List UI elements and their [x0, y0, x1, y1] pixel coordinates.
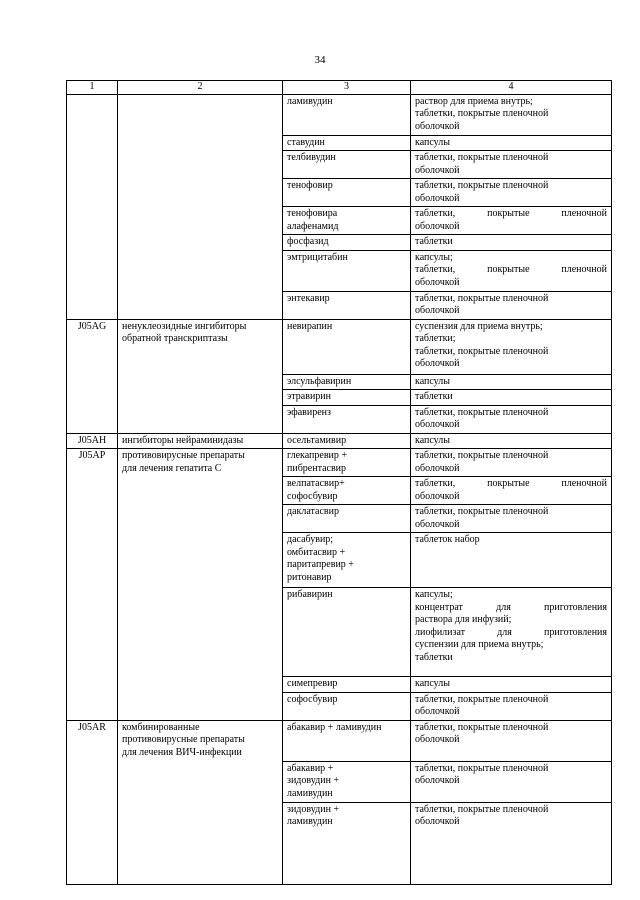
cell-line: противовирусные препараты: [122, 450, 245, 461]
cell-line: ламивудин: [287, 787, 333, 799]
cell-line: таблетки, покрытые пленочной: [415, 406, 549, 418]
cell-line: телбивудин: [287, 152, 336, 163]
atc-code-cell: [67, 802, 118, 884]
atc-code-cell: [67, 761, 118, 802]
cell-line: невирапин: [287, 320, 333, 332]
table-row: [67, 677, 612, 693]
cell-line: противовирусные препараты: [122, 734, 245, 745]
table-row: [67, 802, 612, 884]
group-cell: [118, 449, 283, 477]
table-row: [67, 505, 612, 533]
cell-line: капсулы;: [415, 251, 453, 263]
cell-line: таблетки, покрытые пленочной: [415, 762, 549, 774]
cell-line: таблетки, покрытые пленочной: [415, 721, 549, 733]
table-row: [67, 433, 612, 449]
cell-line: оболочкой: [415, 276, 460, 288]
group-cell: [118, 433, 283, 449]
cell-line: софосбувир: [287, 693, 338, 705]
cell-line: оболочкой: [415, 220, 460, 232]
drug-cell: [283, 374, 411, 390]
dosage-form-cell: [411, 179, 612, 207]
atc-code-cell: [67, 179, 118, 207]
cell-line: пибрентасвир: [287, 462, 347, 474]
dosage-form-cell: [411, 374, 612, 390]
cell-line: этравирин: [287, 391, 331, 402]
cell-line: раствор для приема внутрь;: [415, 95, 533, 107]
table-row: [67, 151, 612, 179]
cell-line: омбитасвир +: [287, 546, 346, 558]
dosage-form-cell: [411, 291, 612, 319]
drug-cell: [283, 207, 411, 235]
dosage-form-cell: [411, 405, 612, 433]
cell-line: тенофовира: [287, 208, 338, 219]
group-cell: [118, 235, 283, 251]
atc-code-cell: J05AP: [67, 449, 118, 477]
atc-code-cell: [67, 235, 118, 251]
dosage-form-cell: [411, 505, 612, 533]
group-cell: [118, 588, 283, 677]
cell-line: ненуклеозидные ингибиторы: [122, 320, 247, 332]
dosage-form-cell: [411, 588, 612, 677]
cell-line: оболочкой: [415, 734, 460, 745]
drug-cell: [283, 250, 411, 291]
table-row: [67, 179, 612, 207]
cell-line: концентрат для приготовления: [415, 601, 607, 613]
drug-cell: [283, 235, 411, 251]
cell-line: суспензия для приема внутрь;: [415, 320, 543, 332]
drug-cell: [283, 405, 411, 433]
atc-code-cell: [67, 94, 118, 135]
dosage-form-cell: [411, 433, 612, 449]
group-cell: [118, 477, 283, 505]
drug-cell: [283, 179, 411, 207]
group-cell: [118, 374, 283, 390]
cell-line: таблетки, покрытые пленочной: [415, 264, 607, 275]
dosage-form-cell: [411, 390, 612, 406]
cell-line: глекапревир +: [287, 450, 348, 461]
cell-line: оболочкой: [415, 120, 460, 132]
drug-cell: [283, 94, 411, 135]
atc-code-cell: [67, 588, 118, 677]
group-cell: [118, 390, 283, 406]
cell-line: оболочкой: [415, 490, 460, 502]
cell-line: энтекавир: [287, 292, 330, 304]
cell-line: для лечения гепатита С: [122, 462, 222, 474]
cell-line: оболочкой: [415, 305, 460, 316]
cell-line: таблетки, покрытые пленочной: [415, 208, 607, 219]
cell-line: ламивудин: [287, 816, 333, 827]
table-row: [67, 94, 612, 135]
table-row: [67, 291, 612, 319]
dosage-form-cell: [411, 250, 612, 291]
header-cell-1: 1: [67, 81, 118, 95]
drug-cell: [283, 761, 411, 802]
cell-line: оболочкой: [415, 816, 460, 827]
atc-code-cell: J05AR: [67, 720, 118, 761]
cell-line: таблетки, покрытые пленочной: [415, 152, 549, 163]
atc-code-cell: [67, 477, 118, 505]
table-row: [67, 588, 612, 677]
group-cell: [118, 250, 283, 291]
atc-code-cell: J05AG: [67, 319, 118, 374]
cell-line: таблетки, покрытые пленочной: [415, 108, 549, 119]
cell-line: таблеток набор: [415, 534, 480, 545]
atc-code-cell: [67, 374, 118, 390]
table-row: [67, 405, 612, 433]
dosage-form-cell: [411, 761, 612, 802]
cell-line: оболочкой: [415, 192, 460, 204]
cell-line: абакавир +: [287, 762, 334, 774]
table-row: [67, 374, 612, 390]
cell-line: осельтамивир: [287, 434, 347, 446]
cell-line: таблетки: [415, 651, 453, 663]
cell-line: тенофовир: [287, 180, 333, 191]
drug-cell: [283, 151, 411, 179]
atc-code-cell: [67, 405, 118, 433]
cell-line: таблетки, покрытые пленочной: [415, 180, 549, 191]
cell-line: таблетки: [415, 236, 453, 247]
cell-line: абакавир + ламивудин: [287, 721, 382, 733]
cell-line: капсулы: [415, 434, 450, 446]
group-cell: [118, 151, 283, 179]
cell-line: таблетки, покрытые пленочной: [415, 506, 549, 517]
table-row: [67, 235, 612, 251]
cell-line: раствора для инфузий;: [415, 614, 512, 625]
drug-table: [66, 80, 612, 885]
dosage-form-cell: [411, 135, 612, 151]
table-header-row: [67, 81, 612, 95]
cell-line: ставудин: [287, 136, 325, 148]
table-row: [67, 250, 612, 291]
header-cell-4: 4: [411, 81, 612, 95]
group-cell: [118, 692, 283, 720]
cell-line: таблетки, покрытые пленочной: [415, 450, 549, 461]
cell-line: таблетки: [415, 391, 453, 402]
dosage-form-cell: [411, 94, 612, 135]
table-row: [67, 533, 612, 588]
cell-line: оболочкой: [415, 462, 460, 474]
cell-line: рибавирин: [287, 589, 333, 600]
table-row: [67, 319, 612, 374]
cell-line: оболочкой: [415, 164, 460, 176]
drug-cell: [283, 390, 411, 406]
cell-line: оболочкой: [415, 518, 460, 530]
cell-line: суспензии для приема внутрь;: [415, 639, 544, 650]
cell-line: ритонавир: [287, 571, 332, 583]
cell-line: для лечения ВИЧ-инфекции: [122, 746, 242, 758]
atc-code-cell: [67, 505, 118, 533]
cell-line: зидовудин +: [287, 775, 340, 786]
cell-line: велпатасвир+: [287, 478, 345, 489]
cell-line: зидовудин +: [287, 803, 340, 815]
page-number: 34: [314, 54, 326, 66]
atc-code-cell: [67, 533, 118, 588]
dosage-form-cell: [411, 235, 612, 251]
drug-cell: [283, 505, 411, 533]
cell-line: ингибиторы нейраминидазы: [122, 434, 244, 446]
cell-line: оболочкой: [415, 358, 460, 369]
group-cell: [118, 135, 283, 151]
cell-line: капсулы: [415, 375, 450, 387]
drug-cell: [283, 291, 411, 319]
table-row: [67, 692, 612, 720]
cell-line: капсулы: [415, 678, 450, 689]
cell-line: софосбувир: [287, 490, 338, 502]
table-row: [67, 207, 612, 235]
table-row: [67, 135, 612, 151]
atc-code-cell: [67, 151, 118, 179]
group-cell: [118, 761, 283, 802]
cell-line: оболочкой: [415, 419, 460, 430]
group-cell: [118, 179, 283, 207]
cell-line: дасабувир;: [287, 534, 334, 545]
dosage-form-cell: [411, 319, 612, 374]
cell-line: элсульфавирин: [287, 375, 352, 387]
cell-line: капсулы: [415, 136, 450, 148]
group-cell: [118, 677, 283, 693]
group-cell: [118, 505, 283, 533]
cell-line: таблетки, покрытые пленочной: [415, 478, 607, 489]
drug-cell: [283, 477, 411, 505]
cell-line: таблетки, покрытые пленочной: [415, 693, 549, 705]
atc-code-cell: [67, 250, 118, 291]
dosage-form-cell: [411, 207, 612, 235]
group-cell: [118, 405, 283, 433]
drug-cell: [283, 677, 411, 693]
group-cell: [118, 207, 283, 235]
drug-cell: [283, 533, 411, 588]
drug-cell: [283, 588, 411, 677]
cell-line: ламивудин: [287, 95, 333, 107]
drug-cell: [283, 802, 411, 884]
table-row: [67, 449, 612, 477]
group-cell: [118, 94, 283, 135]
dosage-form-cell: [411, 151, 612, 179]
drug-cell: [283, 319, 411, 374]
cell-line: симепревир: [287, 678, 338, 689]
cell-line: даклатасвир: [287, 506, 339, 517]
cell-line: оболочкой: [415, 775, 460, 786]
group-cell: [118, 720, 283, 761]
atc-code-cell: [67, 692, 118, 720]
drug-cell: [283, 449, 411, 477]
cell-line: комбинированные: [122, 721, 200, 733]
cell-line: эмтрицитабин: [287, 251, 348, 263]
table-row: [67, 477, 612, 505]
table-body: [67, 81, 612, 885]
atc-code-cell: [67, 135, 118, 151]
atc-code-cell: [67, 677, 118, 693]
dosage-form-cell: [411, 449, 612, 477]
header-cell-3: 3: [283, 81, 411, 95]
atc-code-cell: [67, 207, 118, 235]
cell-line: эфавиренз: [287, 406, 331, 418]
atc-code-cell: [67, 291, 118, 319]
dosage-form-cell: [411, 720, 612, 761]
cell-line: таблетки;: [415, 333, 456, 344]
cell-line: капсулы;: [415, 589, 453, 600]
cell-line: оболочкой: [415, 706, 460, 717]
drug-cell: [283, 692, 411, 720]
group-cell: [118, 291, 283, 319]
dosage-form-cell: [411, 802, 612, 884]
dosage-form-cell: [411, 533, 612, 588]
cell-line: алафенамид: [287, 220, 339, 232]
dosage-form-cell: [411, 677, 612, 693]
dosage-form-cell: [411, 692, 612, 720]
table-row: [67, 761, 612, 802]
cell-line: фосфазид: [287, 236, 329, 247]
dosage-form-cell: [411, 477, 612, 505]
header-cell-2: 2: [118, 81, 283, 95]
group-cell: [118, 319, 283, 374]
atc-code-cell: [67, 390, 118, 406]
group-cell: [118, 802, 283, 884]
drug-cell: [283, 720, 411, 761]
table-row: [67, 720, 612, 761]
cell-line: обратной транскриптазы: [122, 333, 228, 344]
drug-cell: [283, 135, 411, 151]
cell-line: таблетки, покрытые пленочной: [415, 292, 549, 304]
table-row: [67, 390, 612, 406]
group-cell: [118, 533, 283, 588]
atc-code-cell: J05AH: [67, 433, 118, 449]
cell-line: таблетки, покрытые пленочной: [415, 345, 549, 357]
drug-cell: [283, 433, 411, 449]
cell-line: лиофилизат для приготовления: [415, 626, 607, 638]
cell-line: паритапревир +: [287, 559, 354, 570]
cell-line: таблетки, покрытые пленочной: [415, 803, 549, 815]
